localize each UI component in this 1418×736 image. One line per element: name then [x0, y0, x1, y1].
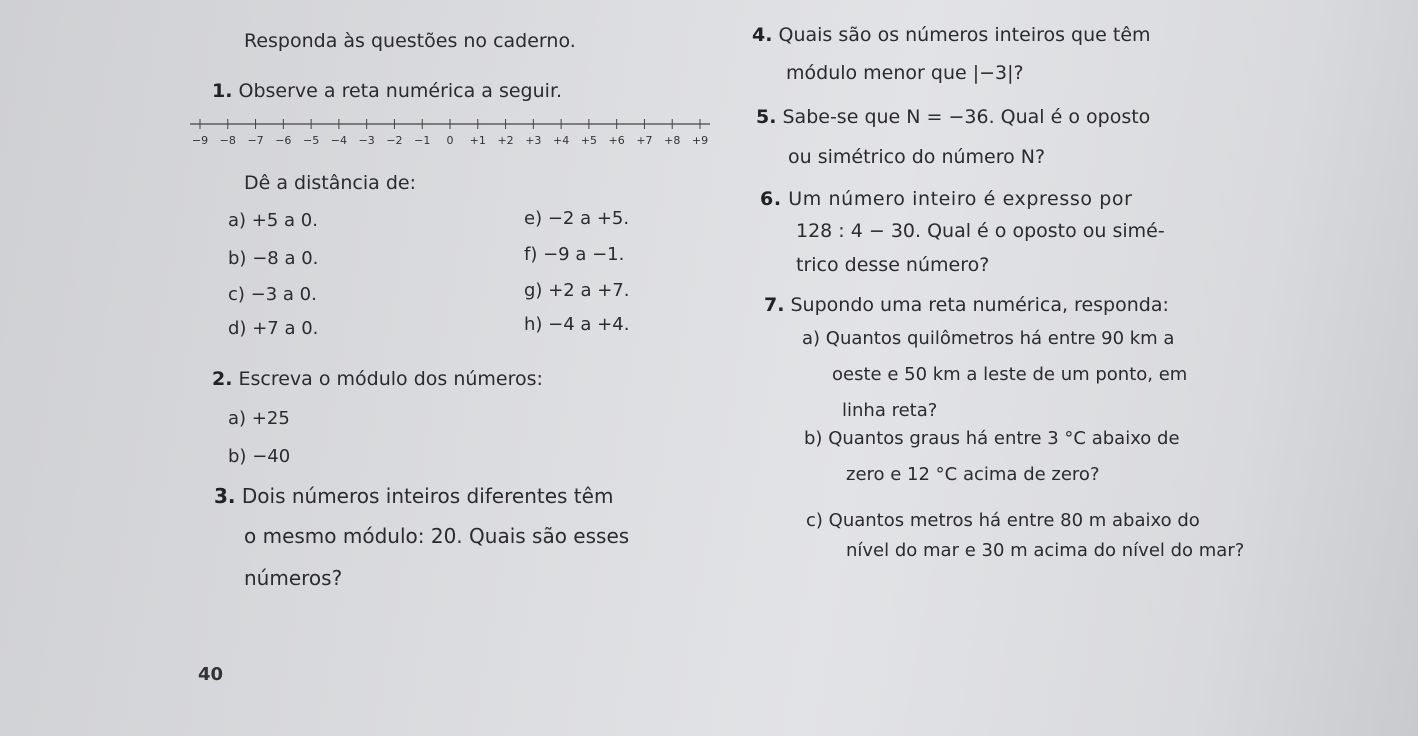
- question-2-text: Escreva o módulo dos números:: [238, 368, 543, 390]
- question-5-number: 5.: [756, 106, 777, 128]
- number-line-tick-label: −8: [219, 134, 236, 147]
- number-line-tick-label: −5: [303, 134, 320, 147]
- question-7-text: Supondo uma reta numérica, responda:: [790, 294, 1169, 316]
- question-1-prompt: Dê a distância de:: [244, 172, 416, 194]
- q7-item-a-line-3: linha reta?: [842, 400, 938, 421]
- question-6-line-2: 128 : 4 − 30. Qual é o oposto ou simé-: [796, 220, 1165, 242]
- question-6-line-1: Um número inteiro é expresso por: [788, 188, 1133, 210]
- number-line-graphic: [190, 104, 710, 154]
- number-line: [190, 104, 710, 154]
- question-7: [764, 294, 1169, 316]
- number-line-tick-label: +2: [497, 134, 514, 147]
- question-4-line-1: Quais são os números inteiros que têm: [778, 24, 1151, 46]
- q1-item-e: e) −2 a +5.: [524, 208, 630, 229]
- q2-item-b: b) −40: [228, 446, 291, 467]
- number-line-tick-label: −4: [330, 134, 347, 147]
- question-3-line-2: o mesmo módulo: 20. Quais são esses: [244, 524, 630, 548]
- question-3-line-1: Dois números inteiros diferentes têm: [241, 484, 614, 508]
- number-line-tick-label: +8: [664, 134, 681, 147]
- question-5-line-2: ou simétrico do número N?: [788, 146, 1046, 168]
- q7-item-b-line-1: b) Quantos graus há entre 3 °C abaixo de: [804, 428, 1180, 449]
- question-1: [212, 80, 562, 102]
- question-5-line-1: Sabe-se que N = −36. Qual é o oposto: [782, 106, 1151, 128]
- q1-item-h: h) −4 a +4.: [524, 314, 630, 335]
- number-line-tick-label: −1: [414, 134, 431, 147]
- question-4: [752, 24, 1151, 46]
- question-6: [760, 188, 1133, 210]
- q1-item-f: f) −9 a −1.: [524, 244, 625, 265]
- number-line-tick-label: 0: [446, 134, 454, 147]
- number-line-tick-label: +9: [691, 134, 709, 147]
- number-line-tick-label: +1: [469, 134, 486, 147]
- q1-item-b: b) −8 a 0.: [228, 248, 319, 269]
- question-1-text: Observe a reta numérica a seguir.: [238, 80, 563, 102]
- question-7-number: 7.: [764, 294, 785, 316]
- question-3: [214, 484, 613, 508]
- instruction-text: Responda às questões no caderno.: [244, 30, 576, 52]
- number-line-tick-label: +3: [525, 134, 542, 147]
- number-line-tick-label: −6: [275, 134, 292, 147]
- q7-item-c-line-1: c) Quantos metros há entre 80 m abaixo do: [806, 510, 1200, 531]
- number-line-tick-label: +4: [553, 134, 570, 147]
- question-3-line-3: números?: [244, 566, 343, 590]
- number-line-tick-label: +7: [636, 134, 653, 147]
- number-line-tick-label: −2: [386, 134, 403, 147]
- number-line-tick-label: +6: [608, 134, 625, 147]
- question-6-number: 6.: [760, 188, 782, 210]
- q7-item-b-line-2: zero e 12 °C acima de zero?: [846, 464, 1100, 485]
- q7-item-a-line-2: oeste e 50 km a leste de um ponto, em: [832, 364, 1188, 385]
- q1-item-d: d) +7 a 0.: [228, 318, 319, 339]
- question-3-number: 3.: [214, 484, 236, 508]
- question-1-number: 1.: [212, 80, 233, 102]
- question-4-number: 4.: [752, 24, 773, 46]
- question-4-line-2: módulo menor que |−3|?: [786, 62, 1024, 84]
- q7-item-c-line-2: nível do mar e 30 m acima do nível do mar?: [846, 540, 1245, 561]
- question-2-number: 2.: [212, 368, 233, 390]
- q1-item-c: c) −3 a 0.: [228, 284, 317, 305]
- number-line-tick-label: +5: [580, 134, 597, 147]
- q1-item-a: a) +5 a 0.: [228, 210, 318, 231]
- q1-item-g: g) +2 a +7.: [524, 280, 630, 301]
- question-6-line-3: trico desse número?: [796, 254, 990, 276]
- question-2: [212, 368, 543, 390]
- number-line-tick-label: −3: [358, 134, 375, 147]
- question-5: [756, 106, 1150, 128]
- number-line-tick-label: −9: [191, 134, 209, 147]
- q2-item-a: a) +25: [228, 408, 290, 429]
- page-number: 40: [198, 664, 224, 685]
- number-line-tick-label: −7: [247, 134, 264, 147]
- q7-item-a-line-1: a) Quantos quilômetros há entre 90 km a: [802, 328, 1175, 349]
